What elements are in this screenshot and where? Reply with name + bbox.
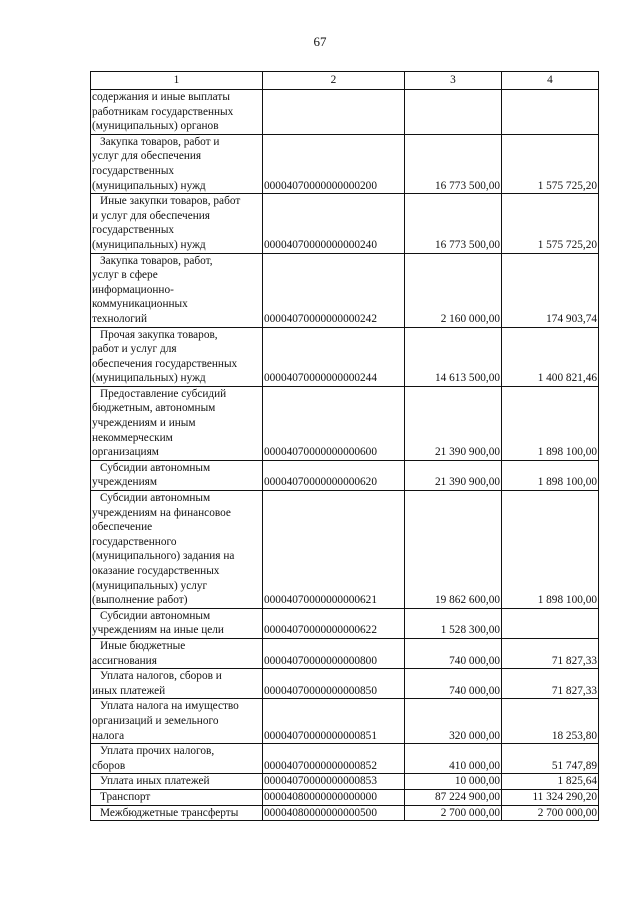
row-value-col3: 21 390 900,00: [405, 386, 502, 460]
table-row: [91, 460, 599, 490]
row-name-cell: [91, 327, 263, 386]
row-name-line: (муниципальных) услуг: [92, 579, 208, 592]
row-name-line: обеспечение: [92, 521, 153, 534]
row-name-line: ассигнования: [92, 654, 157, 667]
row-code-cell: 00004070000000000244: [263, 327, 405, 386]
table-row: [91, 608, 599, 638]
row-name-line: (муниципальных) органов: [92, 120, 219, 133]
table-row: [91, 805, 599, 821]
table-row: [91, 744, 599, 774]
row-name-line: учреждениям на финансовое: [92, 506, 231, 519]
row-value-col4: 174 903,74: [502, 253, 599, 327]
table-body: [91, 90, 599, 821]
row-name-cell: [91, 491, 263, 609]
row-name-line: Уплата прочих налогов,: [100, 745, 215, 758]
row-value-col4: 1 400 821,46: [502, 327, 599, 386]
row-name-line: (муниципальных) нужд: [92, 238, 206, 251]
row-value-col4: 71 827,33: [502, 638, 599, 668]
row-code-cell: [263, 90, 405, 135]
table-row: [91, 699, 599, 744]
row-value-col3: 16 773 500,00: [405, 134, 502, 193]
row-value-col4: 2 700 000,00: [502, 805, 599, 821]
row-name-line: Иные бюджетные: [100, 639, 186, 652]
row-name-line: (муниципальных) нужд: [92, 372, 206, 385]
row-code-cell: 00004070000000000600: [263, 386, 405, 460]
row-name-line: Закупка товаров, работ и: [100, 135, 220, 148]
row-value-col3: 410 000,00: [405, 744, 502, 774]
row-value-col4: [502, 608, 599, 638]
row-name-line: Транспорт: [100, 790, 151, 803]
row-name-line: учреждениям: [92, 476, 157, 489]
row-name-line: Закупка товаров, работ,: [100, 254, 213, 267]
row-code-cell: 00004070000000000800: [263, 638, 405, 668]
row-name-line: обеспечения государственных: [92, 357, 238, 370]
row-name-line: (муниципального) задания на: [92, 550, 235, 563]
row-value-col4: 1 575 725,20: [502, 134, 599, 193]
row-value-col3: 14 613 500,00: [405, 327, 502, 386]
row-name-line: государственных: [92, 164, 175, 177]
row-name-line: организациям: [92, 446, 159, 459]
row-name-line: технологий: [92, 312, 148, 325]
table-row: [91, 789, 599, 805]
row-code-cell: 00004070000000000850: [263, 669, 405, 699]
column-header-1: 1: [91, 72, 263, 90]
row-name-cell: [91, 789, 263, 805]
row-name-cell: [91, 608, 263, 638]
row-name-line: работ и услуг для: [92, 343, 177, 356]
row-name-line: государственного: [92, 535, 177, 548]
table-row: [91, 774, 599, 790]
row-code-cell: 00004070000000000853: [263, 774, 405, 790]
row-name-line: иных платежей: [92, 684, 166, 697]
row-name-cell: [91, 386, 263, 460]
row-name-cell: [91, 744, 263, 774]
row-value-col4: 18 253,80: [502, 699, 599, 744]
table-row: [91, 134, 599, 193]
row-name-line: Уплата налогов, сборов и: [100, 670, 222, 683]
row-name-line: и услуг для обеспечения: [92, 209, 210, 222]
row-name-cell: [91, 460, 263, 490]
row-name-line: налога: [92, 729, 125, 742]
row-name-cell: [91, 699, 263, 744]
page-number: 67: [313, 34, 327, 49]
row-name-line: услуг для обеспечения: [92, 150, 202, 163]
table-row: [91, 194, 599, 253]
row-name-line: коммуникационных: [92, 298, 188, 311]
row-name-line: услуг в сфере: [92, 269, 158, 282]
row-name-line: Уплата иных платежей: [100, 775, 210, 788]
row-value-col4: 11 324 290,20: [502, 789, 599, 805]
row-name-line: Иные закупки товаров, работ: [100, 195, 241, 208]
row-value-col3: 19 862 600,00: [405, 491, 502, 609]
row-name-line: учреждениям и иным: [92, 417, 196, 430]
row-value-col3: 21 390 900,00: [405, 460, 502, 490]
row-name-line: информационно-: [92, 283, 174, 296]
row-name-line: содержания и иные выплаты: [92, 91, 230, 103]
row-code-cell: 00004080000000000000: [263, 789, 405, 805]
row-name-line: учреждениям на иные цели: [92, 624, 224, 637]
row-code-cell: 00004070000000000200: [263, 134, 405, 193]
column-header-3: 3: [405, 72, 502, 90]
row-name-cell: [91, 669, 263, 699]
row-code-cell: 00004070000000000242: [263, 253, 405, 327]
row-name-line: бюджетным, автономным: [92, 402, 216, 415]
row-value-col4: 1 575 725,20: [502, 194, 599, 253]
column-header-4: 4: [502, 72, 599, 90]
row-value-col3: 1 528 300,00: [405, 608, 502, 638]
column-header-2: 2: [263, 72, 405, 90]
row-name-line: Межбюджетные трансферты: [100, 806, 239, 819]
row-name-line: Субсидии автономным: [100, 461, 211, 474]
row-code-cell: 00004070000000000240: [263, 194, 405, 253]
row-value-col4: 71 827,33: [502, 669, 599, 699]
budget-table: [90, 71, 599, 821]
row-code-cell: 00004070000000000851: [263, 699, 405, 744]
row-value-col3: 740 000,00: [405, 669, 502, 699]
row-name-line: (муниципальных) нужд: [92, 179, 206, 192]
row-name-cell: [91, 90, 263, 135]
row-code-cell: 00004070000000000620: [263, 460, 405, 490]
row-name-cell: [91, 134, 263, 193]
row-value-col4: 51 747,89: [502, 744, 599, 774]
row-name-cell: [91, 638, 263, 668]
row-value-col4: [502, 90, 599, 135]
row-code-cell: 00004070000000000622: [263, 608, 405, 638]
row-value-col3: 2 700 000,00: [405, 805, 502, 821]
row-value-col4: 1 898 100,00: [502, 491, 599, 609]
row-value-col3: 2 160 000,00: [405, 253, 502, 327]
row-code-cell: 00004080000000000500: [263, 805, 405, 821]
row-name-line: сборов: [92, 759, 126, 772]
row-code-cell: 00004070000000000852: [263, 744, 405, 774]
row-name-line: Субсидии автономным: [100, 492, 211, 505]
table-row: [91, 669, 599, 699]
row-name-line: Субсидии автономным: [100, 609, 211, 622]
row-value-col3: 740 000,00: [405, 638, 502, 668]
row-value-col4: 1 825,64: [502, 774, 599, 790]
row-value-col3: [405, 90, 502, 135]
row-name-cell: [91, 253, 263, 327]
row-name-line: работникам государственных: [92, 105, 234, 118]
row-name-cell: [91, 774, 263, 790]
row-value-col4: 1 898 100,00: [502, 386, 599, 460]
row-name-line: Уплата налога на имущество: [100, 700, 239, 713]
row-value-col3: 16 773 500,00: [405, 194, 502, 253]
row-name-line: Прочая закупка товаров,: [100, 328, 218, 341]
row-value-col3: 320 000,00: [405, 699, 502, 744]
row-name-cell: [91, 194, 263, 253]
row-name-line: Предоставление субсидий: [100, 387, 227, 400]
row-name-line: некоммерческим: [92, 431, 173, 444]
row-code-cell: 00004070000000000621: [263, 491, 405, 609]
table-row: [91, 386, 599, 460]
row-value-col3: 10 000,00: [405, 774, 502, 790]
table-row: [91, 327, 599, 386]
row-name-line: (выполнение работ): [92, 594, 188, 607]
row-value-col4: 1 898 100,00: [502, 460, 599, 490]
table-row: [91, 253, 599, 327]
table-row: [91, 638, 599, 668]
row-name-line: государственных: [92, 224, 175, 237]
row-name-line: организаций и земельного: [92, 714, 219, 727]
row-name-line: оказание государственных: [92, 565, 220, 577]
row-name-cell: [91, 805, 263, 821]
table-header-row: [91, 72, 599, 90]
row-value-col3: 87 224 900,00: [405, 789, 502, 805]
table-row: [91, 90, 599, 135]
table-row: [91, 491, 599, 609]
